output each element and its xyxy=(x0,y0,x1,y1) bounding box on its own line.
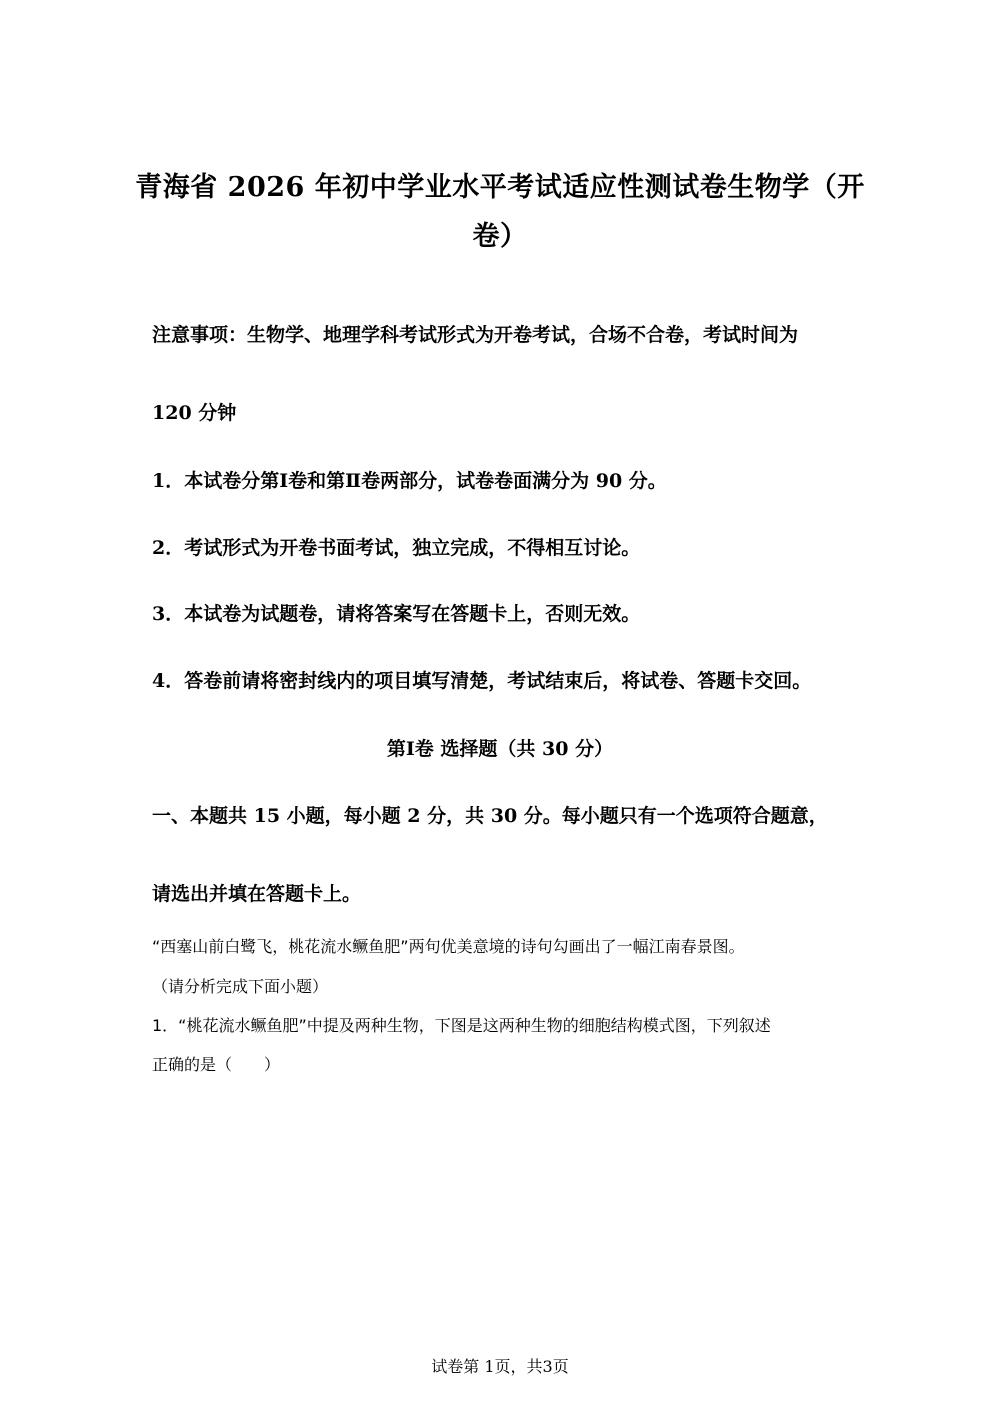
instruction-item: 3．本试卷为试题卷，请将答案写在答题卡上，否则无效。 xyxy=(152,603,641,625)
instruction-item: 2．考试形式为开卷书面考试，独立完成，不得相互讨论。 xyxy=(152,537,641,559)
question-1-line-2: 正确的是（ ） xyxy=(152,1055,281,1074)
part-intro-line-1: 一、本题共 15 小题，每小题 2 分，共 30 分。每小题只有一个选项符合题意， xyxy=(152,805,828,827)
exam-title-line-1: 青海省 2026 年初中学业水平考试适应性测试卷生物学（开 xyxy=(135,172,865,203)
section-heading: 第Ⅰ卷 选择题（共 30 分） xyxy=(386,738,614,760)
context-passage-line-1: “西塞山前白鹭飞，桃花流水鳜鱼肥”两句优美意境的诗句勾画出了一幅江南春景图。 xyxy=(152,937,745,956)
instruction-item: 4．答卷前请将密封线内的项目填写清楚，考试结束后，将试卷、答题卡交回。 xyxy=(152,670,812,692)
part-intro-line-2: 请选出并填在答题卡上。 xyxy=(152,883,362,905)
page-footer: 试卷第 1页，共3页 xyxy=(431,1357,569,1376)
notice-line-2: 120 分钟 xyxy=(152,402,237,424)
instruction-item: 1．本试卷分第Ⅰ卷和第Ⅱ卷两部分，试卷卷面满分为 90 分。 xyxy=(152,470,667,492)
notice-line-1: 注意事项：生物学、地理学科考试形式为开卷考试，合场不合卷，考试时间为 xyxy=(152,324,799,346)
exam-title-line-2: 卷） xyxy=(472,221,528,252)
question-1-line-1: 1．“桃花流水鳜鱼肥”中提及两种生物，下图是这两种生物的细胞结构模式图，下列叙述 xyxy=(152,1016,771,1035)
context-passage-line-2: （请分析完成下面小题） xyxy=(152,977,329,996)
